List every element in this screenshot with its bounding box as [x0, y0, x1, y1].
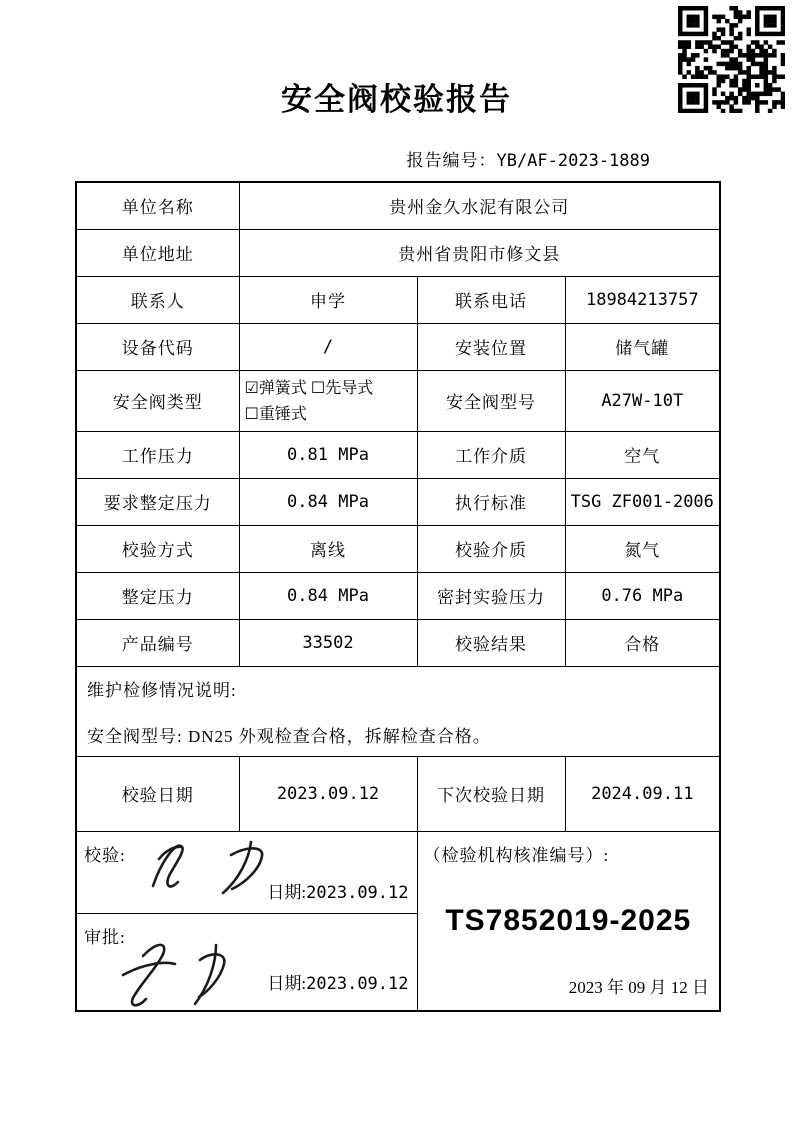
working-medium-value: 空气 — [565, 431, 720, 478]
agency-approval-number: TS7852019-2025 — [445, 903, 692, 937]
table-row — [76, 276, 720, 323]
working-medium-label: 工作介质 — [417, 431, 565, 478]
valve-type-option-label: 先导式 — [325, 379, 374, 397]
equipment-code-label: 设备代码 — [76, 323, 239, 370]
approver-label: 审批: — [84, 927, 126, 947]
working-pressure-value: 0.81 MPa — [239, 431, 417, 478]
table-row — [76, 478, 720, 525]
table-row — [76, 572, 720, 619]
verifier-label: 校验: — [84, 845, 126, 865]
maintenance-detail: 安全阀型号: DN25 外观检查合格，拆解检查合格。 — [87, 726, 491, 746]
valve-type-option-row — [245, 375, 413, 401]
valve-type-options — [239, 370, 417, 431]
valve-type-option-label: 重锤式 — [258, 405, 307, 423]
report-number — [406, 146, 650, 171]
valve-model-value: A27W-10T — [565, 370, 720, 431]
table-row — [76, 831, 720, 913]
verify-method-label: 校验方式 — [76, 525, 239, 572]
contact-label: 联系人 — [76, 276, 239, 323]
standard-value: TSG ZF001-2006 — [565, 478, 720, 525]
next-verify-date-label: 下次校验日期 — [417, 756, 565, 831]
report-number-label: 报告编号： — [406, 151, 497, 170]
product-no-value: 33502 — [239, 619, 417, 666]
valve-type-option-row — [245, 401, 413, 427]
verify-date-label: 校验日期 — [76, 756, 239, 831]
approver-signature — [103, 930, 278, 1010]
seal-test-pressure-label: 密封实验压力 — [417, 572, 565, 619]
table-row — [76, 431, 720, 478]
checkbox-unchecked-icon: ☐ — [244, 403, 259, 423]
contact-value: 申学 — [239, 276, 417, 323]
required-set-pressure-label: 要求整定压力 — [76, 478, 239, 525]
table-row — [76, 619, 720, 666]
checkbox-unchecked-icon: ☐ — [310, 377, 326, 397]
valve-type-option-label: 弹簧式 — [258, 379, 307, 397]
agency-label: （检验机构核准编号）: — [423, 845, 610, 865]
maintenance-title: 维护检修情况说明: — [87, 680, 237, 700]
approver-cell — [76, 913, 417, 1011]
table-row — [76, 666, 720, 756]
table-row — [76, 182, 720, 229]
table-row — [76, 229, 720, 276]
unit-address-label: 单位地址 — [76, 229, 239, 276]
table-row — [76, 756, 720, 831]
next-verify-date-value: 2024.09.11 — [565, 756, 720, 831]
result-value: 合格 — [565, 619, 720, 666]
working-pressure-label: 工作压力 — [76, 431, 239, 478]
phone-label: 联系电话 — [417, 276, 565, 323]
unit-address-value: 贵州省贵阳市修文县 — [239, 229, 720, 276]
checkbox-checked-icon: ☑ — [244, 377, 259, 397]
verify-date-value: 2023.09.12 — [239, 756, 417, 831]
qr-code-icon — [678, 6, 785, 113]
table-row — [76, 370, 720, 431]
set-pressure-label: 整定压力 — [76, 572, 239, 619]
seal-test-pressure-value: 0.76 MPa — [565, 572, 720, 619]
equipment-code-value: / — [239, 323, 417, 370]
valve-model-label: 安全阀型号 — [417, 370, 565, 431]
table-row — [76, 323, 720, 370]
page-title: 安全阀校验报告 — [281, 82, 512, 117]
phone-value: 18984213757 — [565, 276, 720, 323]
result-label: 校验结果 — [417, 619, 565, 666]
required-set-pressure-value: 0.84 MPa — [239, 478, 417, 525]
approver-date: 日期:2023.09.12 — [267, 974, 409, 994]
verify-medium-value: 氮气 — [565, 525, 720, 572]
verify-method-value: 离线 — [239, 525, 417, 572]
verify-medium-label: 校验介质 — [417, 525, 565, 572]
agency-date: 2023 年 09 月 12 日 — [568, 978, 710, 997]
set-pressure-value: 0.84 MPa — [239, 572, 417, 619]
install-location-value: 储气罐 — [565, 323, 720, 370]
product-no-label: 产品编号 — [76, 619, 239, 666]
agency-cell — [417, 831, 720, 1011]
install-location-label: 安装位置 — [417, 323, 565, 370]
report-table — [75, 181, 721, 1012]
verifier-cell — [76, 831, 417, 913]
report-number-value: YB/AF-2023-1889 — [496, 151, 650, 171]
maintenance-cell — [76, 666, 720, 756]
unit-name-value: 贵州金久水泥有限公司 — [239, 182, 720, 229]
valve-type-label: 安全阀类型 — [76, 370, 239, 431]
table-row — [76, 525, 720, 572]
standard-label: 执行标准 — [417, 478, 565, 525]
unit-name-label: 单位名称 — [76, 182, 239, 229]
verifier-date: 日期:2023.09.12 — [267, 882, 409, 903]
